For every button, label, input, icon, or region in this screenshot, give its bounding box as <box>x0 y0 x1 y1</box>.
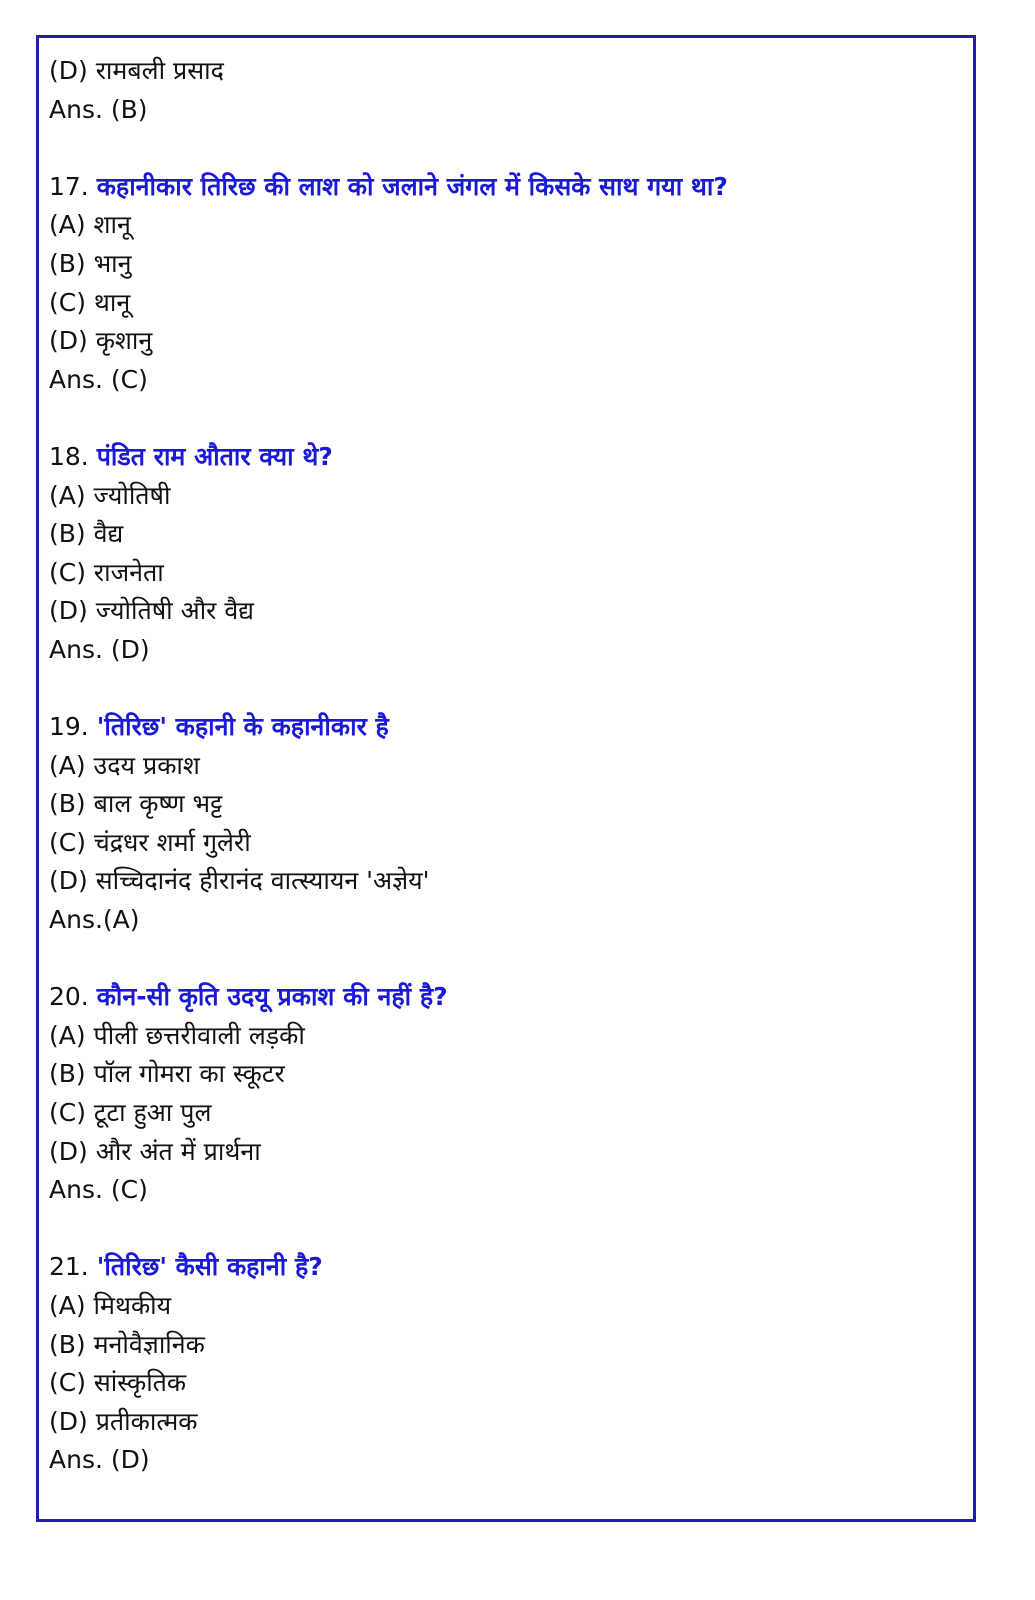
option-a: (A) पीली छत्तरीवाली लड़की <box>49 1020 305 1050</box>
answer: Ans. (C) <box>49 1175 148 1205</box>
option-d: (D) कृशानु <box>49 326 153 356</box>
question-18 <box>49 438 969 477</box>
option-b: (B) बाल कृष्ण भट्ट <box>49 789 223 819</box>
question-text: कहानीकार तिरिछ की लाश को जलाने जंगल में किसके साथ गया था? <box>96 171 728 201</box>
option-c: (C) चंद्रधर शर्मा गुलेरी <box>49 827 251 857</box>
question-number: 19. <box>49 712 89 742</box>
option-c: (C) टूटा हुआ पुल <box>49 1098 212 1128</box>
option-b: (B) मनोवैज्ञानिक <box>49 1329 205 1359</box>
prev-answer: Ans. (B) <box>49 94 148 124</box>
option-a: (A) मिथकीय <box>49 1291 172 1320</box>
question-text: कौन-सी कृति उदयू प्रकाश की नहीं है? <box>96 982 448 1012</box>
option-d: (D) और अंत में प्रार्थना <box>49 1136 261 1166</box>
option-d: (D) सच्चिदानंद हीरानंद वात्स्यायन 'अज्ञेय' <box>49 866 430 896</box>
option-a: (A) ज्योतिषी <box>49 480 171 510</box>
answer: Ans. (D) <box>49 1445 150 1475</box>
option-c: (C) थानू <box>49 287 131 317</box>
question-19 <box>49 708 969 747</box>
option-b: (B) भानु <box>49 248 132 278</box>
question-text: 'तिरिछ' कैसी कहानी है? <box>96 1252 323 1282</box>
option-b: (B) वैद्य <box>49 519 124 549</box>
option-d: (D) प्रतीकात्मक <box>49 1406 198 1436</box>
option-a: (A) शानू <box>49 210 131 240</box>
answer: Ans. (C) <box>49 364 148 394</box>
question-text: पंडित राम औतार क्या थे? <box>96 441 333 471</box>
option-c: (C) सांस्कृतिक <box>49 1368 187 1398</box>
prev-option-d: (D) रामबली प्रसाद <box>49 56 224 85</box>
mcq-content <box>49 52 969 1480</box>
answer: Ans. (D) <box>49 634 150 664</box>
answer: Ans.(A) <box>49 905 140 935</box>
question-number: 20. <box>49 982 89 1012</box>
option-b: (B) पॉल गोमरा का स्कूटर <box>49 1059 285 1089</box>
question-17 <box>49 168 969 207</box>
option-d: (D) ज्योतिषी और वैद्य <box>49 596 254 626</box>
question-text: 'तिरिछ' कहानी के कहानीकार है <box>96 712 389 742</box>
question-21 <box>49 1248 969 1287</box>
question-number: 17. <box>49 171 89 201</box>
question-number: 21. <box>49 1252 89 1282</box>
option-a: (A) उदय प्रकाश <box>49 750 200 780</box>
option-c: (C) राजनेता <box>49 557 164 587</box>
question-number: 18. <box>49 441 89 471</box>
question-20 <box>49 978 969 1017</box>
